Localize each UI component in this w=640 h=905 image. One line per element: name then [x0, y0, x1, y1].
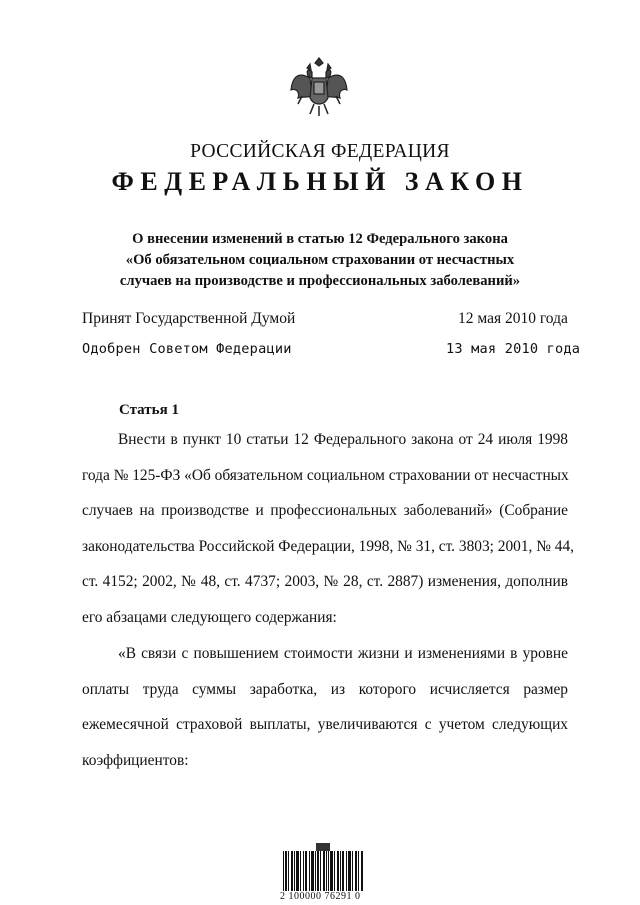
law-title	[60, 229, 580, 292]
council-approval-date: 13 мая 2010 года	[446, 341, 581, 357]
paragraph-line: оплаты труда суммы заработка, из которого исчисляется размер	[82, 680, 568, 698]
paragraph-line: года № 125-ФЗ «Об обязательном социальном страховании от несчастных	[82, 466, 569, 484]
coat-of-arms-emblem	[288, 52, 350, 120]
barcode-number: 2 100000 76291 0	[280, 891, 361, 902]
law-title-line: случаев на производстве и профессиональных заболеваний»	[119, 273, 521, 289]
law-title-line: О внесении изменений в статью 12 Федерального закона	[132, 231, 508, 247]
country-name: РОССИЙСКАЯ ФЕДЕРАЦИЯ	[190, 141, 450, 162]
paragraph-line: «В связи с повышением стоимости жизни и изменениями в уровне	[118, 645, 568, 662]
paragraph-line: случаев на производстве и профессиональных заболеваний» (Собрание	[82, 502, 568, 519]
council-approval-label: Одобрен Советом Федерации	[82, 341, 292, 357]
duma-adoption-label: Принят Государственной Думой	[82, 310, 296, 327]
article-heading: Статья 1	[119, 402, 179, 418]
paragraph-line: его абзацами следующего содержания:	[82, 608, 337, 626]
article-paragraph-1	[82, 422, 575, 635]
paragraph-line: законодательства Российской Федерации, 1998, № 31, ст. 3803; 2001, № 44,	[82, 537, 575, 555]
paragraph-line: Внести в пункт 10 статьи 12 Федерального закона от 24 июля 1998	[118, 431, 568, 448]
law-title-line: «Об обязательном социальном страховании от несчастных	[125, 252, 515, 268]
article-paragraph-2	[82, 636, 568, 778]
paragraph-line: ст. 4152; 2002, № 48, ст. 4737; 2003, № 28, ст. 2887) изменения, дополнив	[82, 573, 568, 590]
barcode	[282, 843, 364, 891]
paragraph-line: ежемесячной страховой выплаты, увеличиваются с учетом следующих	[82, 716, 568, 733]
duma-adoption-date: 12 мая 2010 года	[458, 310, 568, 327]
paragraph-line: коэффициентов:	[82, 751, 189, 769]
document-type: ФЕДЕРАЛЬНЫЙ ЗАКОН	[111, 167, 529, 196]
